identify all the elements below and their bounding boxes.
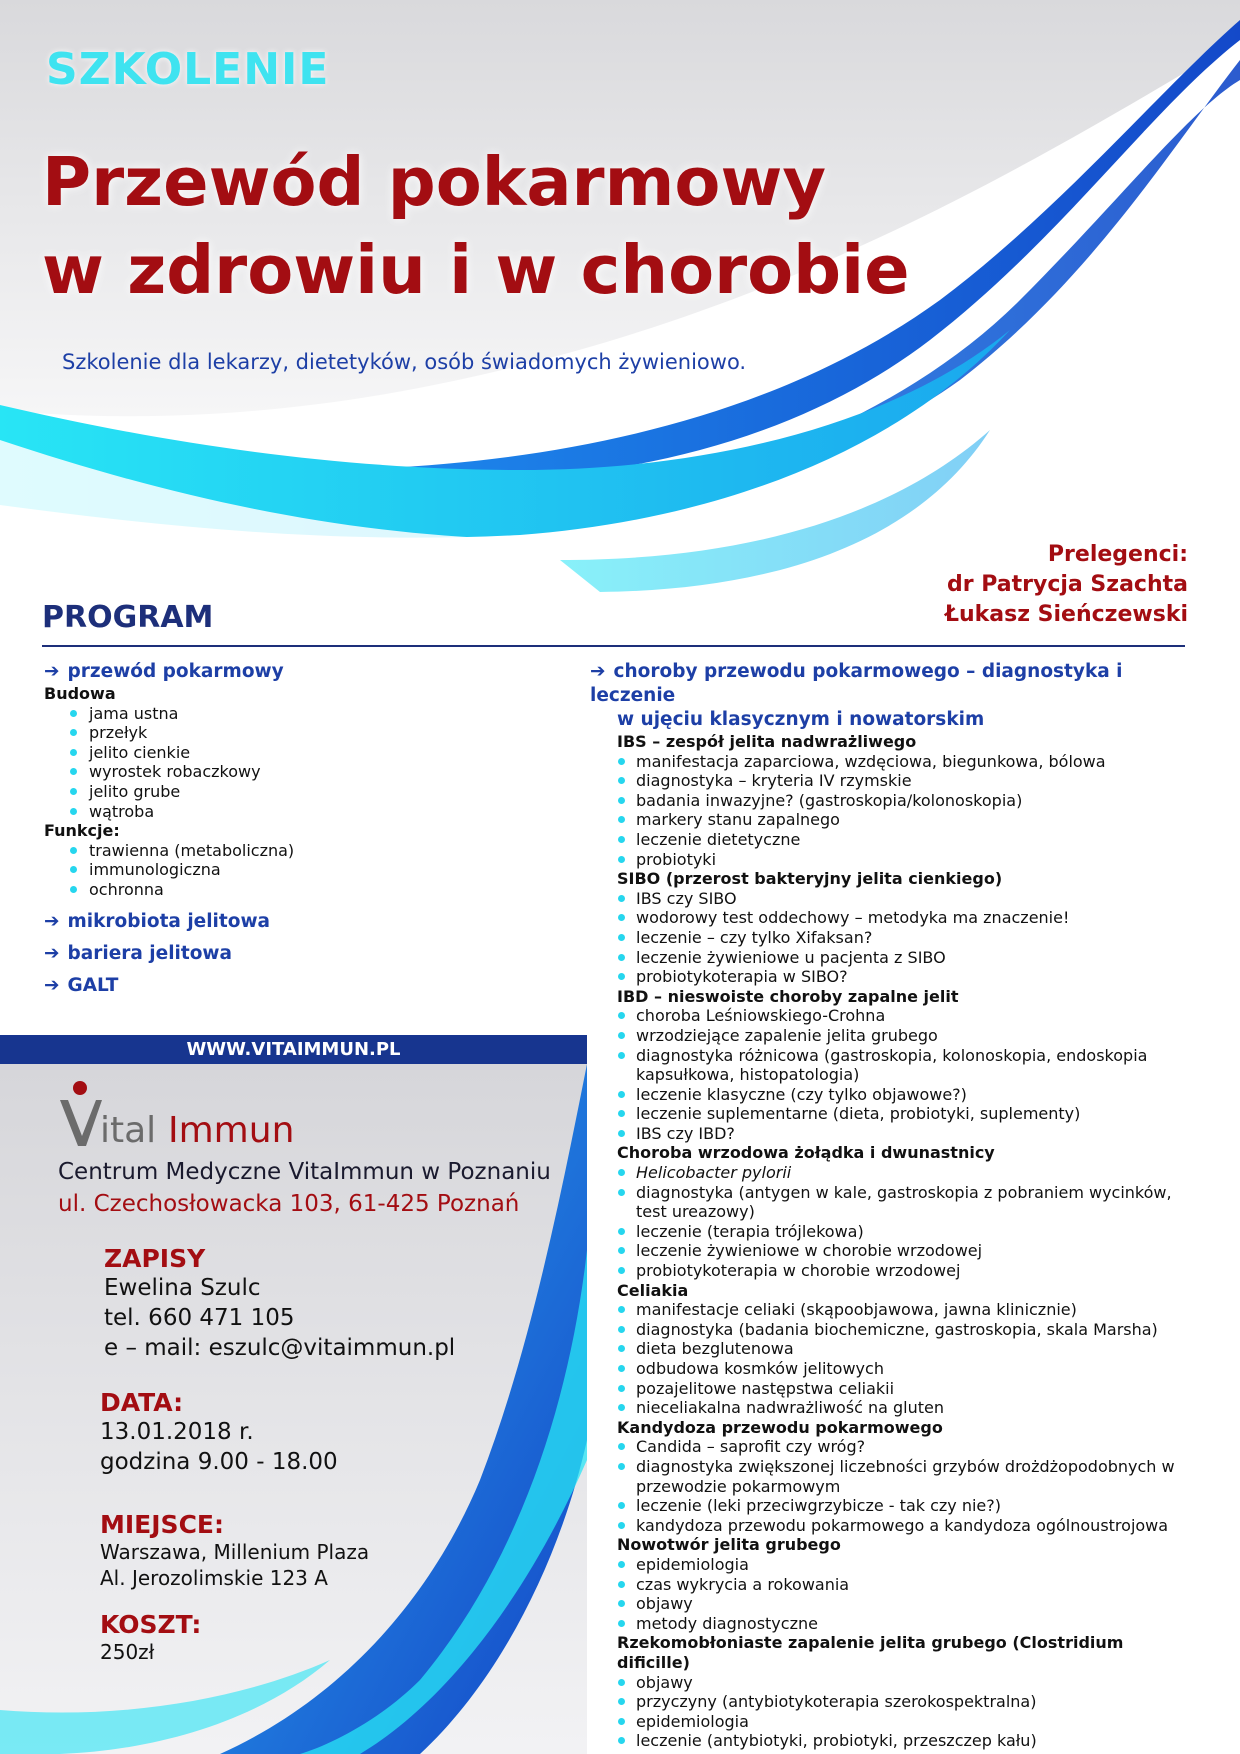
event-hours: godzina 9.00 - 18.00 (100, 1449, 338, 1475)
list-item: wyrostek robaczkowy (44, 762, 564, 782)
list-item: pozajelitowe następstwa celiakii (590, 1379, 1200, 1399)
program-section: ➔ choroby przewodu pokarmowego – diagnostyka i leczenie w ujęciu klasycznym i nowatorskim (590, 660, 1200, 732)
location-line: Al. Jerozolimskie 123 A (100, 1566, 328, 1590)
arrow-right-icon: ➔ (44, 661, 60, 682)
subheading: Budowa (44, 684, 116, 703)
group-title: Kandydoza przewodu pokarmowego (617, 1417, 943, 1437)
group-title: Choroba wrzodowa żołądka i dwunastnicy (617, 1143, 995, 1163)
list-item: leczenie – czy tylko Xifaksan? (590, 928, 1200, 948)
list-item: markery stanu zapalnego (590, 810, 1200, 830)
center-name: Centrum Medyczne VitaImmun w Poznaniu (58, 1159, 551, 1185)
subheading: Funkcje: (44, 821, 120, 841)
group-list (590, 1673, 1200, 1751)
cost-value: 250zł (100, 1640, 155, 1664)
group-title: IBD – nieswoiste choroby zapalne jelit (617, 986, 959, 1006)
program-section: ➔ mikrobiota jelitowa (44, 910, 271, 932)
program-section: ➔ GALT (44, 974, 119, 996)
list-item: diagnostyka – kryteria IV rzymskie (590, 771, 1200, 791)
speakers-label: Prelegenci: (1047, 542, 1188, 567)
list-item: przełyk (44, 723, 564, 743)
program-section: ➔ przewód pokarmowy (44, 661, 284, 682)
group-list (590, 889, 1200, 987)
list-item: diagnostyka różnicowa (gastroskopia, kolonoskopia, endoskopia kapsułkowa, histopatologia) (590, 1046, 1200, 1085)
title-line-1: Przewód pokarmowy (42, 143, 827, 221)
list-item: leczenie klasyczne (czy tylko objawowe?) (590, 1085, 1200, 1105)
date-block (100, 1388, 338, 1477)
list-item: leczenie (leki przeciwgrzybicze - tak czy nie?) (590, 1496, 1200, 1516)
list-item: leczenie (antybiotyki, probiotyki, przeszczep kału) (590, 1731, 1200, 1751)
list-item: immunologiczna (44, 860, 564, 880)
arrow-right-icon: ➔ (44, 974, 60, 996)
list-item: probiotykoterapia w chorobie wrzodowej (590, 1261, 1200, 1281)
program-divider (42, 645, 1185, 647)
list-item: kandydoza przewodu pokarmowego a kandydoza ogólnoustrojowa (590, 1516, 1200, 1536)
list-item: Candida – saprofit czy wróg? (590, 1437, 1200, 1457)
group-list (590, 752, 1200, 870)
list-item: czas wykrycia a rokowania (590, 1575, 1200, 1595)
list-item: nieceliakalna nadwrażliwość na gluten (590, 1398, 1200, 1418)
group-list (590, 1300, 1200, 1418)
list-item: ochronna (44, 880, 564, 900)
program-right-column (590, 660, 1200, 1751)
list-item: diagnostyka zwiększonej liczebności grzybów drożdżopodobnych w przewodzie pokarmowym (590, 1457, 1200, 1496)
cost-label: KOSZT: (100, 1610, 202, 1639)
list-item: leczenie suplementarne (dieta, probiotyki, suplementy) (590, 1104, 1200, 1124)
group-title: Nowotwór jelita grubego (617, 1535, 841, 1555)
list-item: wątroba (44, 802, 564, 822)
event-date: 13.01.2018 r. (100, 1419, 254, 1445)
list-item: odbudowa kosmków jelitowych (590, 1359, 1200, 1379)
cost-block (100, 1610, 201, 1665)
registration-block (104, 1244, 455, 1363)
list-item: IBS czy SIBO (590, 889, 1200, 909)
program-left-column (44, 660, 564, 998)
page-title (42, 138, 910, 314)
list-item: objawy (590, 1594, 1200, 1614)
location-label: MIEJSCE: (100, 1510, 224, 1539)
list-item: badania inwazyjne? (gastroskopia/kolonoskopia) (590, 791, 1200, 811)
list-item: manifestacje celiaki (skąpoobjawowa, jawna klinicznie) (590, 1300, 1200, 1320)
arrow-right-icon: ➔ (44, 942, 60, 964)
disease-groups (590, 732, 1200, 1751)
list-item: przyczyny (antybiotykoterapia szerokospektralna) (590, 1692, 1200, 1712)
group-list (590, 1006, 1200, 1143)
arrow-right-icon: ➔ (44, 910, 60, 932)
list-item: leczenie żywieniowe w chorobie wrzodowej (590, 1241, 1200, 1261)
list-item: diagnostyka (badania biochemiczne, gastroskopia, skala Marsha) (590, 1320, 1200, 1340)
list-item: probiotykoterapia w SIBO? (590, 967, 1200, 987)
kicker-label: SZKOLENIE (46, 44, 330, 95)
list-item: trawienna (metaboliczna) (44, 841, 564, 861)
arrow-right-icon: ➔ (590, 661, 606, 682)
list-item: dieta bezglutenowa (590, 1339, 1200, 1359)
list-item: leczenie żywieniowe u pacjenta z SIBO (590, 948, 1200, 968)
list-item: manifestacja zaparciowa, wzdęciowa, biegunkowa, bólowa (590, 752, 1200, 772)
program-section: ➔ bariera jelitowa (44, 942, 233, 964)
group-title: Celiakia (617, 1280, 689, 1300)
list-item: jama ustna (44, 704, 564, 724)
registration-label: ZAPISY (104, 1244, 206, 1273)
list-item: probiotyki (590, 850, 1200, 870)
speaker-name: Łukasz Sieńczewski (944, 602, 1188, 627)
vitaimmun-logo (56, 1080, 295, 1151)
list-item: metody diagnostyczne (590, 1614, 1200, 1634)
list-item: epidemiologia (590, 1555, 1200, 1575)
svg-text:Immun: Immun (168, 1110, 295, 1151)
contact-person: Ewelina Szulc (104, 1275, 261, 1301)
budowa-list (44, 704, 564, 822)
section-continuation: w ujęciu klasycznym i nowatorskim (617, 709, 985, 730)
title-line-2: w zdrowiu i w chorobie (42, 231, 910, 309)
list-item: diagnostyka (antygen w kale, gastroskopia z pobraniem wycinków, test ureazowy) (590, 1183, 1200, 1222)
group-title: Rzekomobłoniaste zapalenie jelita grubego (Clostridium dificille) (617, 1633, 1124, 1672)
list-item: wrzodziejące zapalenie jelita grubego (590, 1026, 1200, 1046)
location-line: Warszawa, Millenium Plaza (100, 1540, 370, 1564)
group-title: IBS – zespół jelita nadwrażliwego (617, 732, 917, 751)
list-item: leczenie (terapia trójlekowa) (590, 1222, 1200, 1242)
list-item: jelito grube (44, 782, 564, 802)
list-item: leczenie dietetyczne (590, 830, 1200, 850)
list-item: wodorowy test oddechowy – metodyka ma znaczenie! (590, 908, 1200, 928)
speakers-block (945, 540, 1188, 630)
website-link[interactable]: WWW.VITAIMMUN.PL (0, 1035, 587, 1064)
group-list (590, 1437, 1200, 1535)
date-label: DATA: (100, 1388, 184, 1417)
contact-email[interactable]: e – mail: eszulc@vitaimmun.pl (104, 1335, 456, 1361)
group-title: SIBO (przerost bakteryjny jelita cienkiego) (617, 869, 1003, 889)
list-item: Helicobacter pylorii (590, 1163, 1200, 1183)
list-item: epidemiologia (590, 1712, 1200, 1732)
funkcje-list (44, 841, 564, 900)
group-list (590, 1555, 1200, 1633)
list-item: objawy (590, 1673, 1200, 1693)
svg-text:ital: ital (100, 1110, 157, 1151)
subtitle: Szkolenie dla lekarzy, dietetyków, osób świadomych żywieniowo. (62, 350, 747, 374)
group-list (590, 1163, 1200, 1281)
program-heading: PROGRAM (42, 600, 214, 635)
contact-phone[interactable]: tel. 660 471 105 (104, 1305, 295, 1331)
list-item: IBS czy IBD? (590, 1124, 1200, 1144)
list-item: choroba Leśniowskiego-Crohna (590, 1006, 1200, 1026)
speaker-name: dr Patrycja Szachta (947, 572, 1188, 597)
center-address: ul. Czechosłowacka 103, 61-425 Poznań (58, 1191, 520, 1217)
list-item: jelito cienkie (44, 743, 564, 763)
location-block (100, 1510, 369, 1591)
